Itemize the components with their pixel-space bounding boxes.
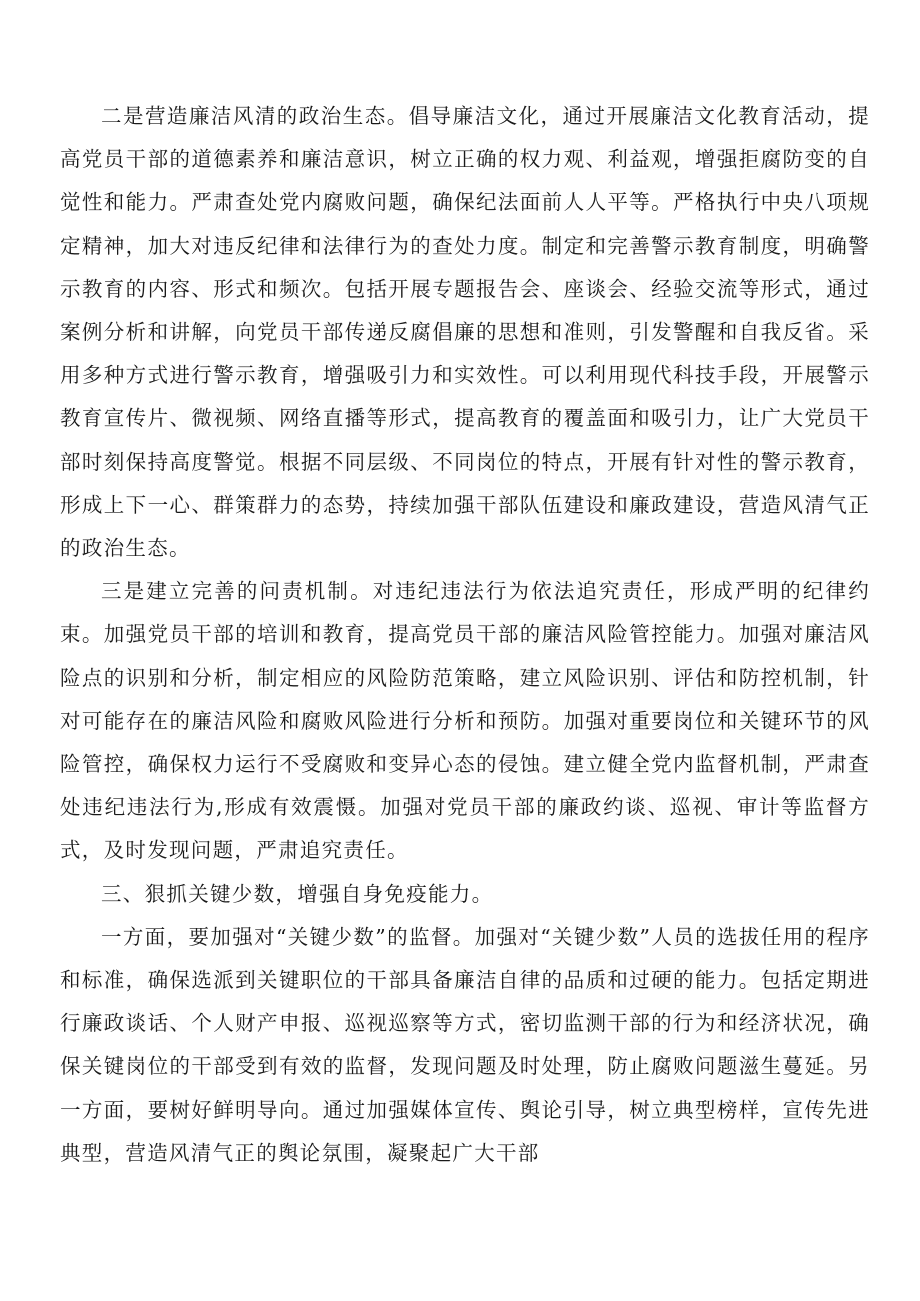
paragraph-political-ecology: 二是营造廉洁风清的政治生态。倡导廉洁文化，通过开展廉洁文化教育活动，提高党员干部的道德素养和廉洁意识，树立正确的权力观、利益观，增强拒腐防变的自觉性和能力。严肃查处党内腐败问题，确保纪法面前人人平等。严格执行中央八项规定精神，加大对违反纪律和法律行为的查处力度。制定和完善警示教育制度，明确警示教育的内容、形式和频次。包括开展专题报告会、座谈会、经验交流等形式，通过案例分析和讲解，向党员干部传递反腐倡廉的思想和准则，引发警醒和自我反省。采用多种方式进行警示教育，增强吸引力和实效性。可以利用现代科技手段，开展警示教育宣传片、微视频、网络直播等形式，提高教育的覆盖面和吸引力，让广大党员干部时刻保持高度警觉。根据不同层级、不同岗位的特点，开展有针对性的警示教育，形成上下一心、群策群力的态势，持续加强干部队伍建设和廉政建设，营造风清气正的政治生态。	[60, 104, 870, 561]
paragraph-accountability: 三是建立完善的问责机制。对违纪违法行为依法追究责任，形成严明的纪律约束。加强党员干部的培训和教育，提高党员干部的廉洁风险管控能力。加强对廉洁风险点的识别和分析，制定相应的风险防范策略，建立风险识别、评估和防控机制，针对可能存在的廉洁风险和腐败风险进行分析和预防。加强对重要岗位和关键环节的风险管控，确保权力运行不受腐败和变异心态的侵蚀。建立健全党内监督机制，严肃查处违纪违法行为,形成有效震慑。加强对党员干部的廉政约谈、巡视、审计等监督方式，及时发现问题，严肃追究责任。	[60, 579, 870, 863]
document-body	[60, 95, 870, 1175]
section-heading-key-minority: 三、狠抓关键少数，增强自身免疫能力。	[101, 881, 494, 906]
paragraph-key-minority-supervision: 一方面，要加强对“关键少数”的监督。加强对“关键少数”人员的选拔任用的程序和标准，确保选派到关键职位的干部具备廉洁自律的品质和过硬的能力。包括定期进行廉政谈话、个人财产申报、巡视巡察等方式，密切监测干部的行为和经济状况，确保关键岗位的干部受到有效的监督，发现问题及时处理，防止腐败问题滋生蔓延。另一方面，要树好鲜明导向。通过加强媒体宣传、舆论引导，树立典型榜样，宣传先进典型，营造风清气正的舆论氛围，凝聚起广大干部	[60, 924, 870, 1165]
